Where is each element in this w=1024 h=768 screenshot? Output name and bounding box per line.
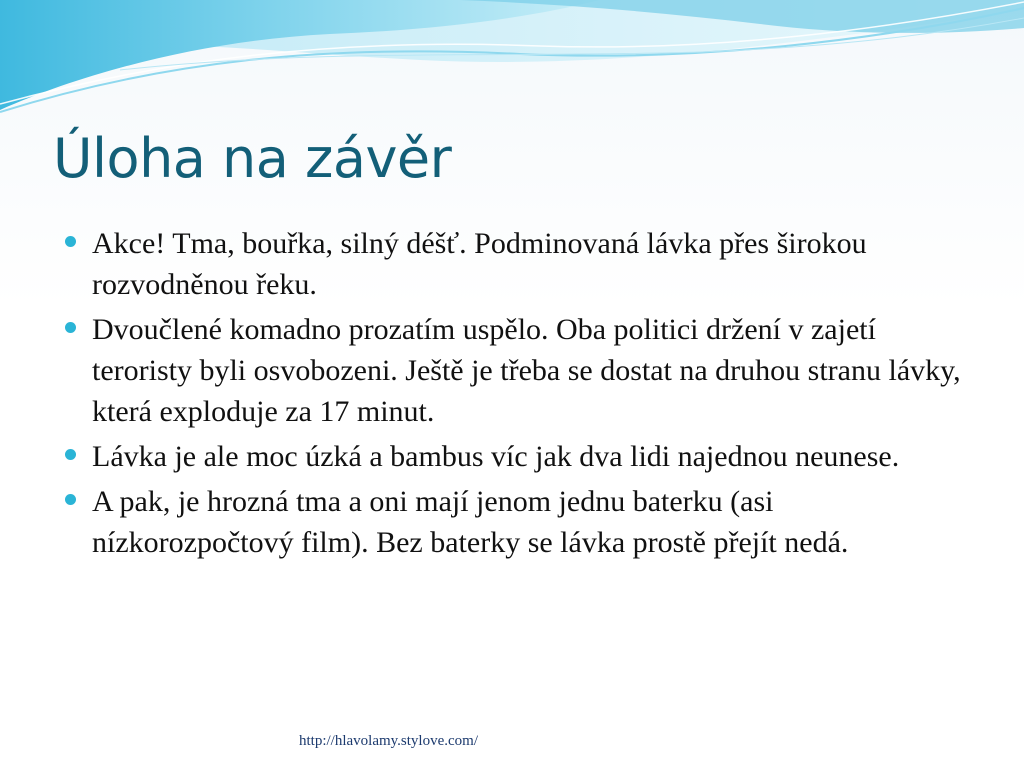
bullet-text: Dvoučlené komadno prozatím uspělo. Oba politici držení v zajetí teroristy byli osvobozeni. Ještě je třeba se dostat na druhou stranu lávky, která exploduje za 17 minut. (92, 313, 961, 428)
bullet-item (62, 436, 972, 477)
bullet-dot-icon (65, 236, 76, 247)
bullet-text: Akce! Tma, bouřka, silný déšť. Podminovaná lávka přes širokou rozvodněnou řeku. (92, 227, 867, 301)
bullet-item (62, 223, 972, 305)
bullet-dot-icon (65, 494, 76, 505)
bullet-text: Lávka je ale moc úzká a bambus víc jak dva lidi najednou neunese. (92, 440, 900, 473)
bullet-text: A pak, je hrozná tma a oni mají jenom jednu baterku (asi nízkorozpočtový film). Bez baterky se lávka prostě přejít nedá. (92, 485, 849, 559)
bullet-list (62, 223, 972, 567)
slide-title: Úloha na závěr (53, 127, 452, 190)
bullet-item (62, 481, 972, 563)
bullet-item (62, 309, 972, 432)
header-wave-decoration (0, 0, 1024, 130)
bullet-dot-icon (65, 449, 76, 460)
source-link[interactable]: http://hlavolamy.stylove.com/ (299, 733, 479, 749)
bullet-dot-icon (65, 322, 76, 333)
